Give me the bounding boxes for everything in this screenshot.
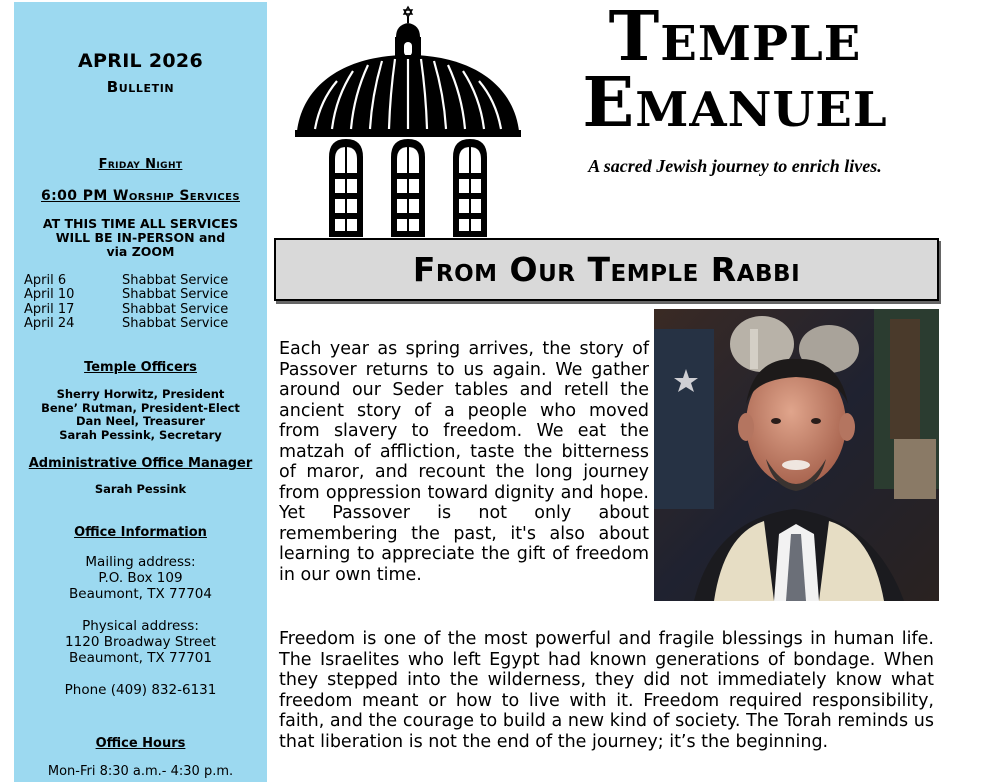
admin-manager-heading: Administrative Office Manager [28, 456, 253, 471]
worship-services-heading: 6:00 PM Worship Services [41, 188, 240, 204]
tagline: A sacred Jewish journey to enrich lives. [588, 156, 882, 176]
office-info-heading: Office Information [74, 525, 207, 540]
sidebar [14, 2, 267, 782]
article-paragraph-1: Each year as spring arrives, the story of Passover returns to us again. We gather around our Seder tables and retell the ancient story of a people who moved from slavery to freedom. We eat the matzah of affliction, taste the bitterness of maror, and recount the long journey from oppression toward dignity and hope. Yet Passover is not only about remembering the past, it's also about learning to appreciate the gift of freedom in our own time. [279, 339, 649, 585]
article-paragraph-2: Freedom is one of the most powerful and fragile blessings in human life. The Israelites who left Egypt had known generations of bondage. When they stepped into the wilderness, they did not immediately know what freedom meant or how to live with it. Freedom required responsibility, faith, and the courage to build a new kind of society. The Torah reminds us that liberation is not the end of the journey; it’s the beginning. [279, 629, 934, 752]
services-notice: AT THIS TIME ALL SERVICES WILL BE IN-PERSON and via ZOOM [42, 216, 239, 259]
newsletter-title: Temple Emanuel [582, 0, 888, 143]
admin-manager-name: Sarah Pessink [94, 482, 187, 496]
rabbi-photo [654, 309, 939, 601]
section-banner: From Our Temple Rabbi [274, 238, 939, 301]
schedule-row: April 6 Shabbat Service [24, 273, 229, 288]
office-phone: Phone (409) 832-6131 [64, 682, 217, 698]
office-hours: Mon-Fri 8:30 a.m.- 4:30 p.m. [47, 764, 234, 779]
bulletin-month: APRIL 2026 [78, 50, 203, 72]
officers-list: Sherry Horwitz, President Bene’ Rutman, President-Elect Dan Neel, Treasurer Sarah Pessink, Secretary [41, 387, 240, 442]
schedule-row: April 24 Shabbat Service [24, 315, 229, 331]
service-schedule [24, 274, 228, 331]
temple-officers-heading: Temple Officers [84, 360, 197, 375]
friday-night-heading: Friday Night [98, 157, 183, 172]
mailing-address: Mailing address: P.O. Box 109 Beaumont, TX 77704 [69, 554, 212, 602]
schedule-row: April 17 Shabbat Service [24, 301, 229, 317]
office-hours-heading: Office Hours [95, 736, 186, 751]
synagogue-dome-icon [295, 5, 525, 237]
physical-address: Physical address: 1120 Broadway Street Beaumont, TX 77701 [65, 618, 216, 666]
schedule-row: April 10 Shabbat Service [24, 287, 229, 303]
bulletin-label: Bulletin [106, 78, 175, 96]
